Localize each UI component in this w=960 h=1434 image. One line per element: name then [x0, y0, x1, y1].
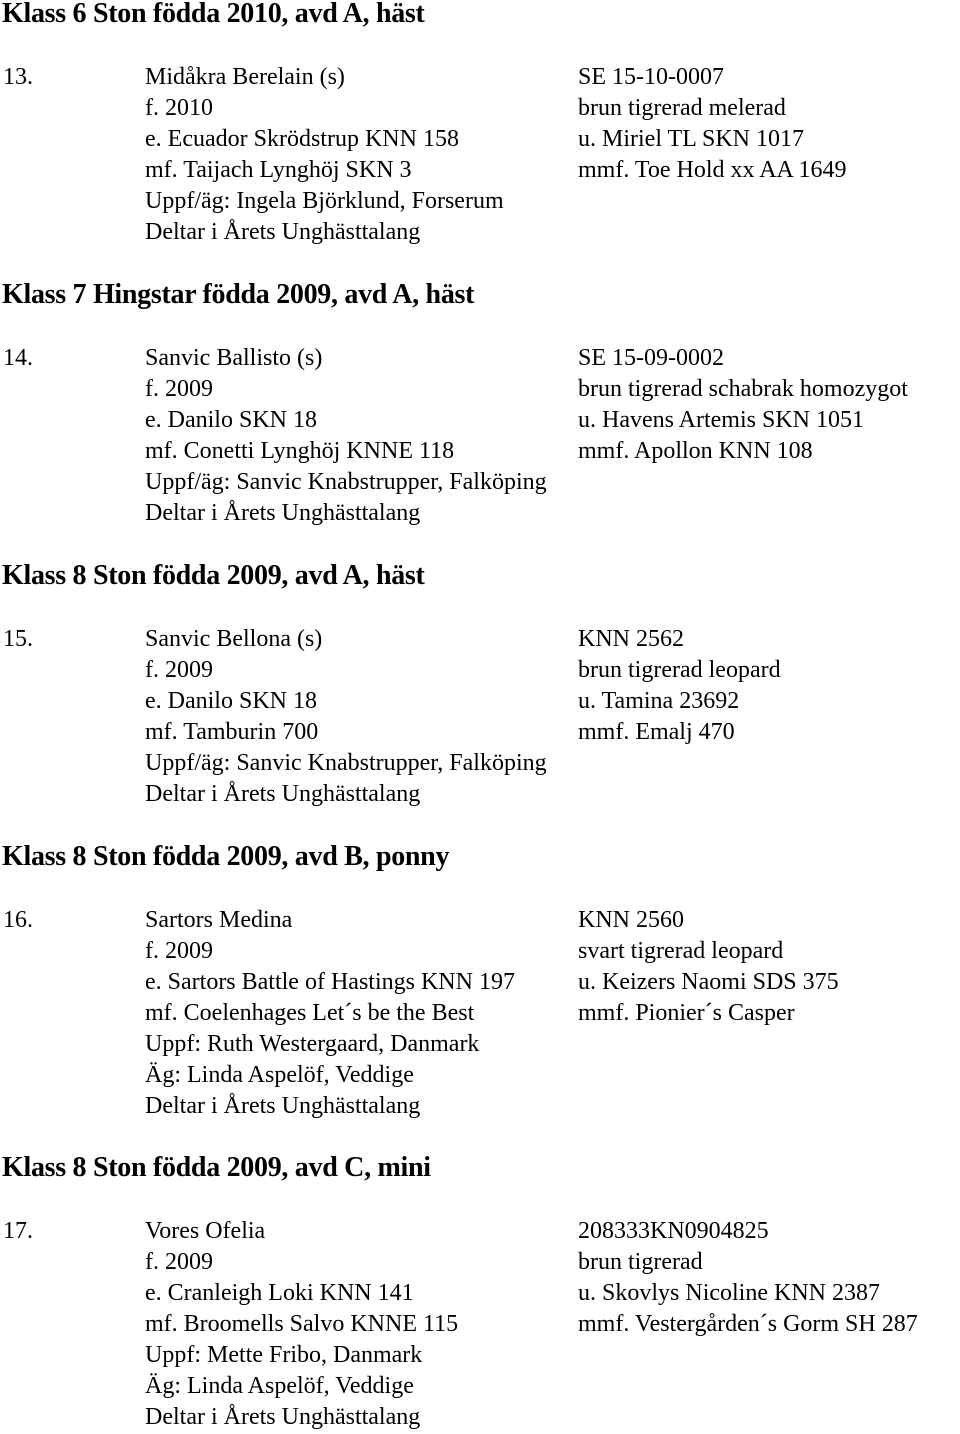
- horse-name: Sartors Medina: [145, 907, 293, 933]
- horse-entry: [0, 905, 960, 1122]
- registration-number: KNN 2562: [578, 626, 684, 652]
- birth-year: f. 2009: [145, 938, 213, 964]
- birth-year: f. 2009: [145, 1249, 213, 1275]
- participation-note: Deltar i Årets Unghästtalang: [145, 1093, 421, 1119]
- dam: u. Tamina 23692: [578, 688, 740, 714]
- dam: u. Skovlys Nicoline KNN 2387: [578, 1280, 880, 1306]
- breeder: Uppf: Mette Fribo, Danmark: [145, 1342, 423, 1368]
- registration-number: SE 15-10-0007: [578, 64, 724, 90]
- sire: e. Ecuador Skrödstrup KNN 158: [145, 126, 459, 152]
- horse-name: Sanvic Bellona (s): [145, 626, 323, 652]
- horse-name: Vores Ofelia: [145, 1218, 266, 1244]
- dam-sire: mf. Coelenhages Let´s be the Best: [145, 1000, 475, 1026]
- class-heading: Klass 8 Ston födda 2009, avd B, ponny: [2, 841, 450, 872]
- horse-name: Sanvic Ballisto (s): [145, 345, 323, 371]
- entry-number: 13.: [3, 64, 33, 90]
- dam-dam-sire: mmf. Emalj 470: [578, 719, 735, 745]
- horse-entry: [0, 343, 960, 529]
- entry-number: 16.: [3, 907, 33, 933]
- class-heading: Klass 6 Ston födda 2010, avd A, häst: [2, 0, 425, 29]
- entry-number: 17.: [3, 1218, 33, 1244]
- registration-number: 208333KN0904825: [578, 1218, 769, 1244]
- horse-name: Midåkra Berelain (s): [145, 64, 345, 90]
- participation-note: Deltar i Årets Unghästtalang: [145, 1404, 421, 1430]
- participation-note: Deltar i Årets Unghästtalang: [145, 500, 421, 526]
- registration-number: SE 15-09-0002: [578, 345, 724, 371]
- horse-entry: [0, 1216, 960, 1433]
- birth-year: f. 2009: [145, 657, 213, 683]
- sire: e. Cranleigh Loki KNN 141: [145, 1280, 414, 1306]
- sire: e. Danilo SKN 18: [145, 688, 317, 714]
- horse-entry: [0, 62, 960, 248]
- birth-year: f. 2009: [145, 376, 213, 402]
- dam-dam-sire: mmf. Toe Hold xx AA 1649: [578, 157, 847, 183]
- entry-number: 14.: [3, 345, 33, 371]
- owner: Äg: Linda Aspelöf, Veddige: [145, 1373, 414, 1399]
- class-heading: Klass 8 Ston födda 2009, avd C, mini: [2, 1152, 431, 1183]
- dam: u. Miriel TL SKN 1017: [578, 126, 804, 152]
- dam-dam-sire: mmf. Pionier´s Casper: [578, 1000, 795, 1026]
- dam: u. Havens Artemis SKN 1051: [578, 407, 864, 433]
- registration-number: KNN 2560: [578, 907, 684, 933]
- breeder-owner: Uppf/äg: Sanvic Knabstrupper, Falköping: [145, 469, 547, 495]
- dam-sire: mf. Broomells Salvo KNNE 115: [145, 1311, 459, 1337]
- sire: e. Danilo SKN 18: [145, 407, 317, 433]
- birth-year: f. 2010: [145, 95, 213, 121]
- coat-color: brun tigrerad schabrak homozygot: [578, 376, 908, 402]
- coat-color: svart tigrerad leopard: [578, 938, 784, 964]
- dam-sire: mf. Conetti Lynghöj KNNE 118: [145, 438, 455, 464]
- dam-dam-sire: mmf. Apollon KNN 108: [578, 438, 813, 464]
- breeder-owner: Uppf/äg: Ingela Björklund, Forserum: [145, 188, 504, 214]
- dam-sire: mf. Taijach Lynghöj SKN 3: [145, 157, 412, 183]
- entry-number: 15.: [3, 626, 33, 652]
- coat-color: brun tigrerad leopard: [578, 657, 781, 683]
- owner: Äg: Linda Aspelöf, Veddige: [145, 1062, 414, 1088]
- participation-note: Deltar i Årets Unghästtalang: [145, 781, 421, 807]
- dam-sire: mf. Tamburin 700: [145, 719, 319, 745]
- horse-entry: [0, 624, 960, 810]
- participation-note: Deltar i Årets Unghästtalang: [145, 219, 421, 245]
- dam: u. Keizers Naomi SDS 375: [578, 969, 839, 995]
- class-heading: Klass 8 Ston födda 2009, avd A, häst: [2, 560, 425, 591]
- breeder-owner: Uppf/äg: Sanvic Knabstrupper, Falköping: [145, 750, 547, 776]
- sire: e. Sartors Battle of Hastings KNN 197: [145, 969, 515, 995]
- dam-dam-sire: mmf. Vestergården´s Gorm SH 287: [578, 1311, 918, 1337]
- breeder: Uppf: Ruth Westergaard, Danmark: [145, 1031, 480, 1057]
- coat-color: brun tigrerad: [578, 1249, 703, 1275]
- coat-color: brun tigrerad melerad: [578, 95, 786, 121]
- class-heading: Klass 7 Hingstar födda 2009, avd A, häst: [2, 279, 475, 310]
